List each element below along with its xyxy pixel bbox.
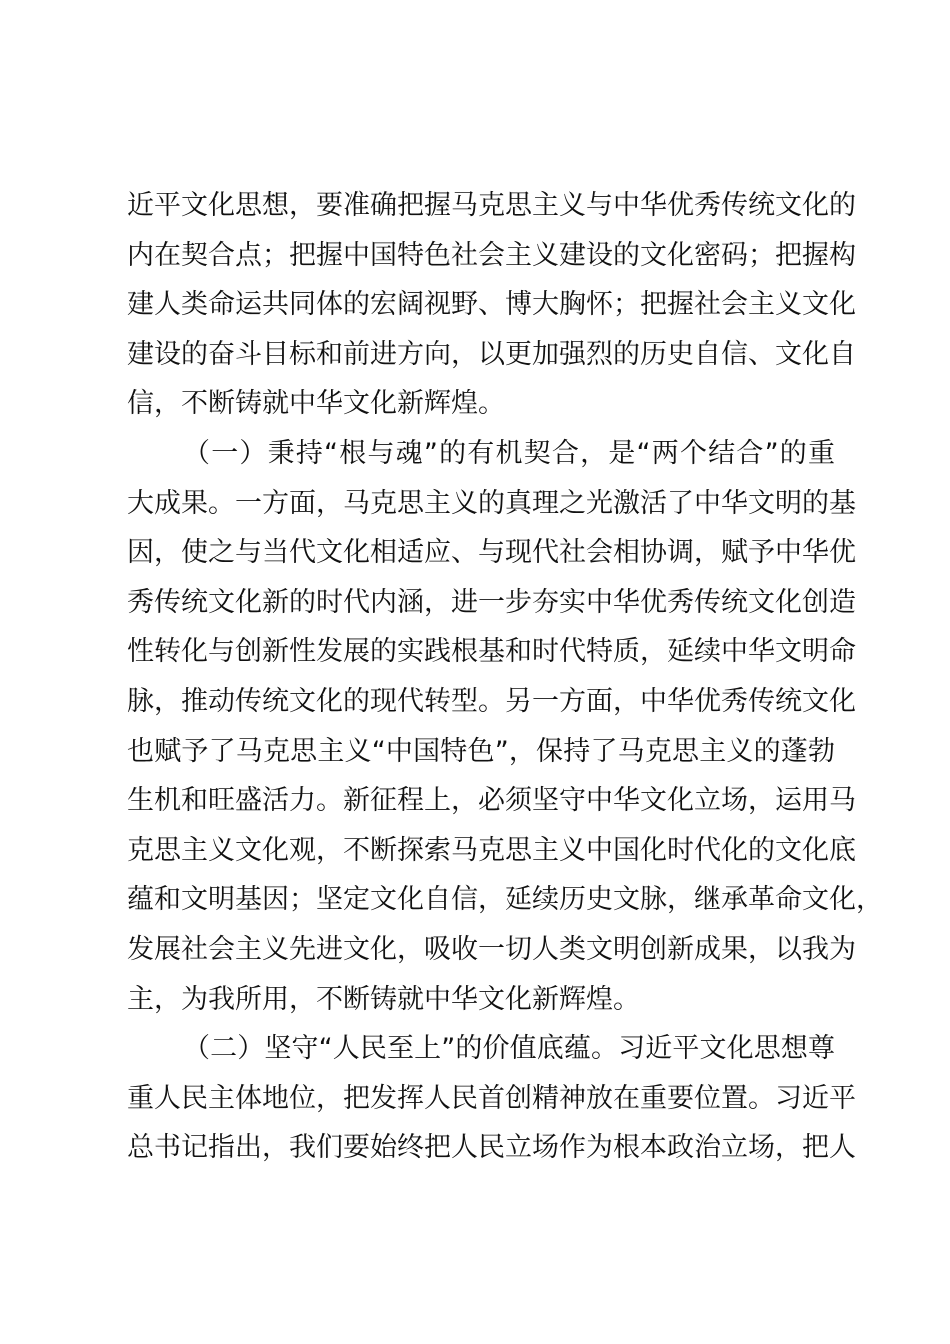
document-body xyxy=(127,181,883,1173)
paragraph-line: 生机和旺盛活力。新征程上，必须坚守中华文化立场，运用马 xyxy=(127,785,856,817)
paragraph-line: 重人民主体地位，把发挥人民首创精神放在重要位置。习近平 xyxy=(127,1082,856,1114)
paragraph-line: 因，使之与当代文化相适应、与现代社会相协调，赋予中华优 xyxy=(127,537,856,569)
paragraph-line: 主，为我所用，不断铸就中华文化新辉煌。 xyxy=(127,983,640,1015)
paragraph-line: 内在契合点；把握中国特色社会主义建设的文化密码；把握构 xyxy=(127,239,856,271)
paragraph-line: 建设的奋斗目标和前进方向，以更加强烈的历史自信、文化自 xyxy=(127,338,856,370)
paragraph-line: 建人类命运共同体的宏阔视野、博大胸怀；把握社会主义文化 xyxy=(127,289,856,321)
paragraph-line: 发展社会主义先进文化，吸收一切人类文明创新成果，以我为 xyxy=(127,933,856,965)
paragraph-line: 克思主义文化观，不断探索马克思主义中国化时代化的文化底 xyxy=(127,834,856,866)
paragraph-line: 大成果。一方面，马克思主义的真理之光激活了中华文明的基 xyxy=(127,487,856,519)
paragraph-line: 也赋予了马克思主义“中国特色”，保持了马克思主义的蓬勃 xyxy=(127,735,835,767)
paragraph-line: 蕴和文明基因；坚定文化自信，延续历史文脉，继承革命文化， xyxy=(127,884,883,916)
paragraph-line: 性转化与创新性发展的实践根基和时代特质，延续中华文明命 xyxy=(127,636,856,668)
paragraph-line: 脉，推动传统文化的现代转型。另一方面，中华优秀传统文化 xyxy=(127,685,856,717)
paragraph-line: 秀传统文化新的时代内涵，进一步夯实中华优秀传统文化创造 xyxy=(127,586,856,618)
section-heading-line: （一）秉持“根与魂”的有机契合，是“两个结合”的重 xyxy=(183,437,835,469)
section-heading-line: （二）坚守“人民至上”的价值底蕴。习近平文化思想尊 xyxy=(183,1033,835,1065)
paragraph-line: 信，不断铸就中华文化新辉煌。 xyxy=(127,388,505,420)
paragraph-line: 近平文化思想，要准确把握马克思主义与中华优秀传统文化的 xyxy=(127,190,856,221)
paragraph-line: 总书记指出，我们要始终把人民立场作为根本政治立场，把人 xyxy=(127,1132,856,1164)
